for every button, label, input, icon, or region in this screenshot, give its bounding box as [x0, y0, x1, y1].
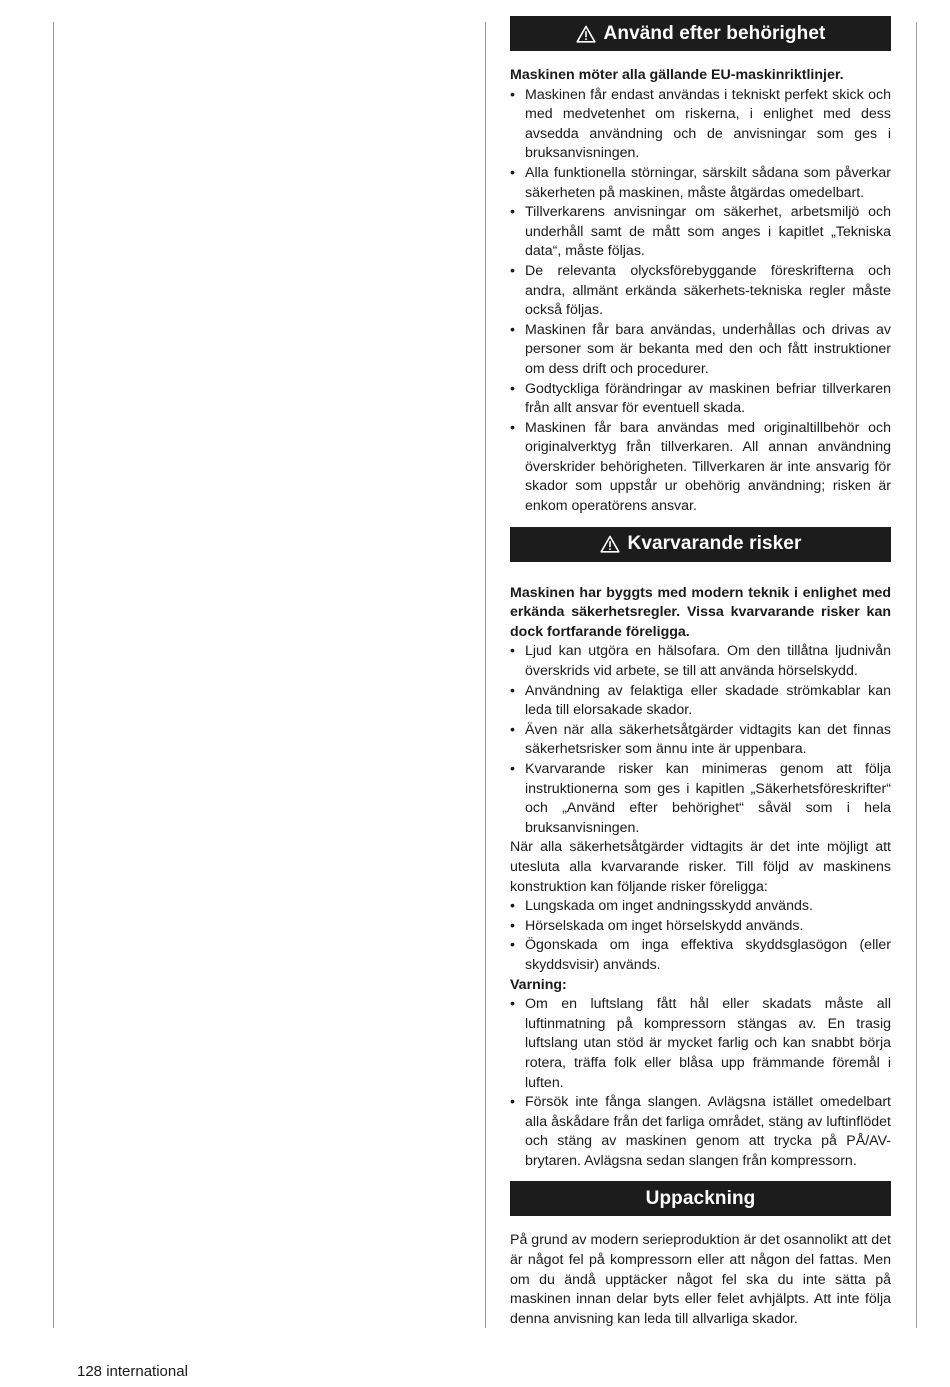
list-item: • Ljud kan utgöra en hälsofara. Om den tillåtna ljudnivån överskrids vid arbete, se till att använda hörselskydd.	[510, 642, 891, 681]
warning-triangle-icon	[600, 535, 620, 553]
list-item: • Försök inte fånga slangen. Avlägsna istället omedelbart alla åskådare från det farliga området, stäng av luftinflödet och stäng av maskinen genom att trycka på PÅ/AV-brytaren. Avlägsna sedan slangen från kompressorn.	[510, 1093, 891, 1171]
list-item: • Användning av felaktiga eller skadade strömkablar kan leda till elorsakade skador.	[510, 682, 891, 721]
section-title: Kvarvarande risker	[627, 533, 802, 555]
list-item: • Maskinen får bara användas, underhållas och drivas av personer som är bekanta med den och fått instruktioner om dess drift och procedurer.	[510, 321, 891, 380]
list-item: • Kvarvarande risker kan minimeras genom att följa instruktionerna som ges i kapitlen „Säkerhetsföreskrifter“ och „Använd efter behörighet“ såväl som i hela bruksanvisningen.	[510, 760, 891, 838]
section-title: Använd efter behörighet	[603, 22, 826, 44]
right-column	[510, 16, 891, 1329]
list-item: • Om en luftslang fått hål eller skadats måste all luftinmatning på kompressorn stängas av. En trasig luftslang utan stöd är mycket farlig och kan snabbt börja rotera, träffa folk eller blåsa upp främmande föremål i luften.	[510, 995, 891, 1093]
section-intro: Maskinen möter alla gällande EU-maskinriktlinjer.	[510, 67, 844, 83]
section-banner-unpacking	[510, 1181, 891, 1216]
list-item: • De relevanta olycksförebyggande föreskrifterna och andra, allmänt erkända säkerhets-tekniska regler måste också följas.	[510, 262, 891, 321]
section-title: Uppackning	[645, 1188, 756, 1210]
list-item: • Lungskada om inget andningsskydd används.	[510, 897, 891, 917]
body-paragraph: På grund av modern serieproduktion är det osannolikt att det är något fel på kompressorn eller att någon del fattas. Men om du ändå upptäcker något fel ska du inte sätta på maskinen innan delar byts eller felet avhjälpts. Att inte följa denna anvisning kan leda till allvarliga skador.	[510, 1232, 891, 1327]
body-paragraph: När alla säkerhetsåtgärder vidtagits är det inte möjligt att utesluta alla kvarvarande risker. Till följd av maskinens konstruktion kan följande risker föreligga:	[510, 839, 891, 895]
column-rule-right	[916, 22, 917, 1328]
section-banner-intended-use	[510, 16, 891, 51]
bullet-list	[510, 995, 891, 1171]
warning-triangle-icon	[576, 25, 596, 43]
list-item: • Tillverkarens anvisningar om säkerhet, arbetsmiljö och underhåll samt de mått som anges i kapitlet „Tekniska data“, måste följas.	[510, 203, 891, 262]
list-item: • Maskinen får endast användas i tekniskt perfekt skick och med medvetenhet om riskerna, i enlighet med dess avsedda användning och de anvisningar som ges i bruksanvisningen.	[510, 86, 891, 164]
warning-label: Varning:	[510, 976, 567, 993]
list-item: • Alla funktionella störningar, särskilt sådana som påverkar säkerheten på maskinen, måste åtgärdas omedelbart.	[510, 164, 891, 203]
section-intro: Maskinen har byggts med modern teknik i enlighet med erkända säkerhetsregler. Vissa kvarvarande risker kan dock fortfarande föreligga.	[510, 584, 891, 640]
bullet-list	[510, 86, 891, 517]
list-item: • Även när alla säkerhetsåtgärder vidtagits kan det finnas säkerhetsrisker som ännu inte är uppenbara.	[510, 721, 891, 760]
column-rule-left	[53, 22, 54, 1328]
section-banner-residual-risks	[510, 527, 891, 562]
bullet-list	[510, 897, 891, 975]
list-item: • Godtyckliga förändringar av maskinen befriar tillverkaren från allt ansvar för eventuell skada.	[510, 380, 891, 419]
column-rule-middle	[485, 22, 486, 1328]
list-item: • Maskinen får bara användas med originaltillbehör och originalverktyg från tillverkaren. All annan användning överskrider behörigheten. Tillverkaren är inte ansvarig för skador som uppstår ur obehörig användning; risken är enkom operatörens ansvar.	[510, 419, 891, 517]
bullet-list	[510, 642, 891, 838]
list-item: • Hörselskada om inget hörselskydd används.	[510, 917, 891, 937]
page-footer: 128 international	[77, 1363, 188, 1380]
list-item: • Ögonskada om inga effektiva skyddsglasögon (eller skyddsvisir) används.	[510, 936, 891, 975]
